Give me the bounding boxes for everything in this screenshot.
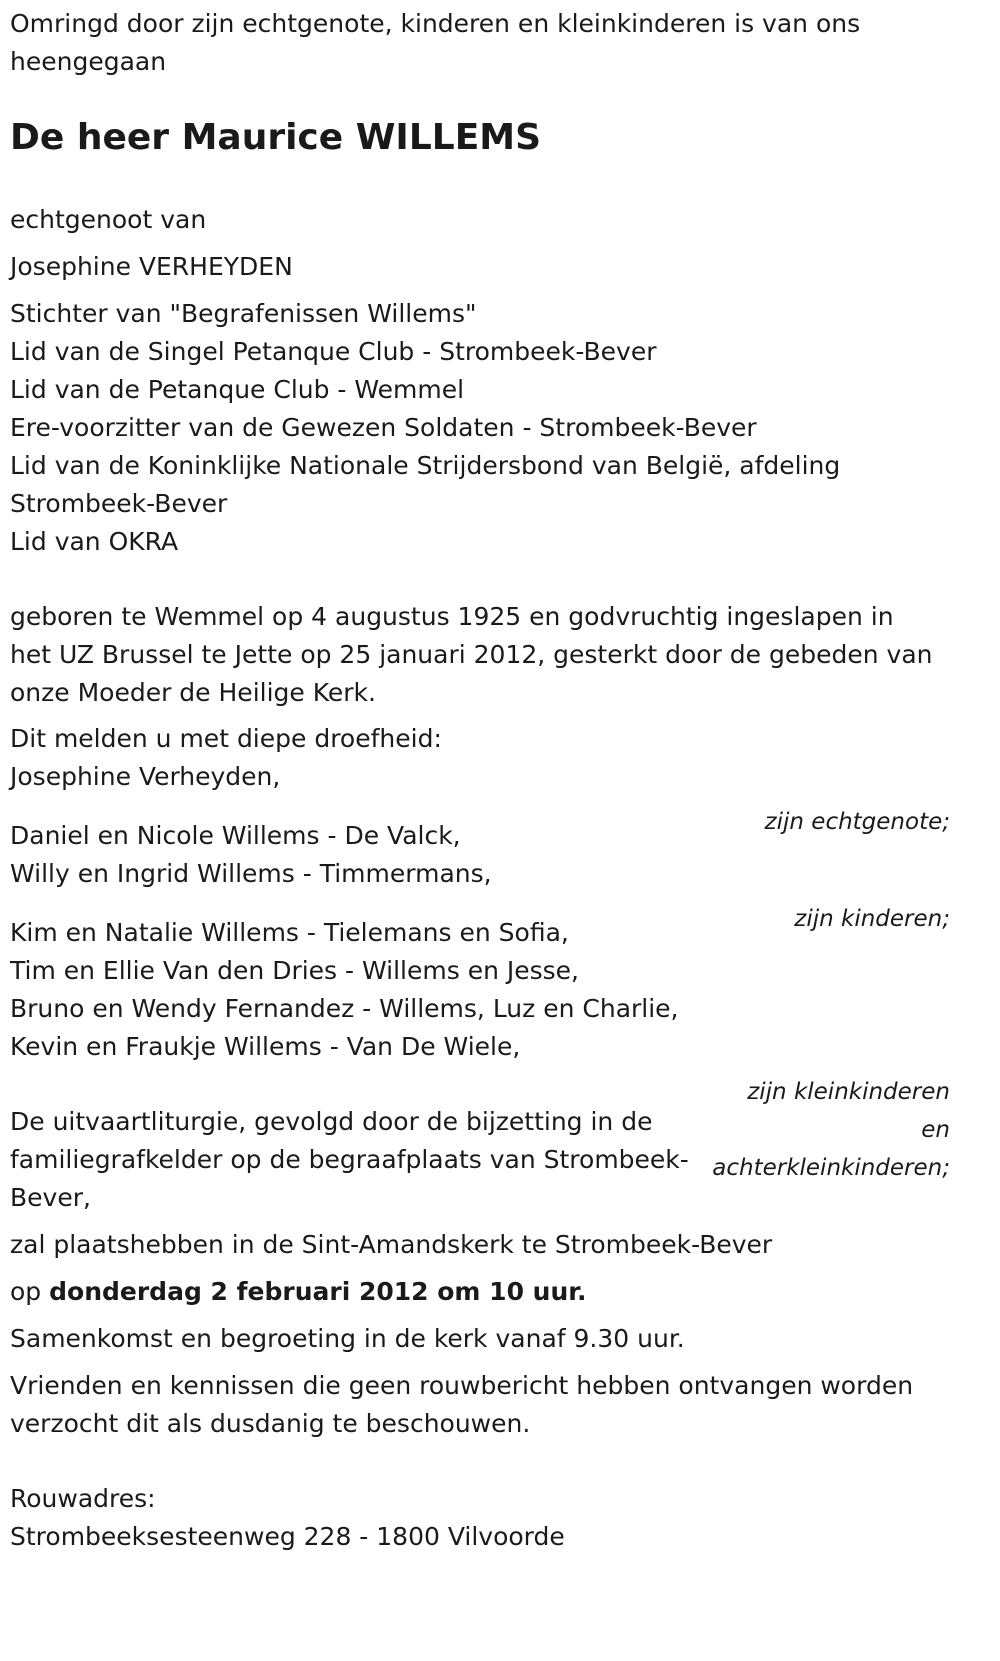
children-role: zijn kinderen; [794, 906, 950, 932]
function-line: Ere-voorzitter van de Gewezen Soldaten - Strombeek-Bever [10, 413, 757, 442]
spouse-entry: Josephine Verheyden, [10, 762, 281, 791]
intro-line: Omringd door zijn echtgenote, kinderen en kleinkinderen is van ons [10, 9, 861, 38]
child-entry: Daniel en Nicole Willems - De Valck, [10, 821, 461, 850]
friends-line: Vrienden en kennissen die geen rouwbericht hebben ontvangen worden [10, 1371, 914, 1400]
grandchild-entry: Kevin en Fraukje Willems - Van De Wiele, [10, 1032, 521, 1061]
grandchildren-role: achterkleinkinderen; [712, 1155, 950, 1181]
date-value: donderdag 2 februari 2012 om 10 uur. [49, 1277, 587, 1306]
grandchildren-role: zijn kleinkinderen [747, 1079, 950, 1105]
function-line: Lid van de Petanque Club - Wemmel [10, 375, 465, 404]
address: Strombeeksesteenweg 228 - 1800 Vilvoorde [10, 1522, 565, 1551]
grandchild-entry: Bruno en Wendy Fernandez - Willems, Luz en Charlie, [10, 994, 679, 1023]
deceased-name: De heer Maurice WILLEMS [10, 117, 542, 158]
spouse-name: Josephine VERHEYDEN [10, 252, 293, 281]
address-label: Rouwadres: [10, 1484, 156, 1513]
grandchildren-role: en [921, 1117, 950, 1143]
birth-death-line: onze Moeder de Heilige Kerk. [10, 678, 376, 707]
friends-line: verzocht dit als dusdanig te beschouwen. [10, 1409, 531, 1438]
date-prefix: op [10, 1277, 42, 1306]
liturgy-line: De uitvaartliturgie, gevolgd door de bijzetting in de [10, 1107, 653, 1136]
gathering-info: Samenkomst en begroeting in de kerk vanaf 9.30 uur. [10, 1324, 685, 1353]
announcement: Dit melden u met diepe droefheid: [10, 724, 442, 753]
grandchild-entry: Tim en Ellie Van den Dries - Willems en Jesse, [10, 956, 580, 985]
birth-death-line: het UZ Brussel te Jette op 25 januari 2012, gesterkt door de gebeden van [10, 640, 933, 669]
birth-death-line: geboren te Wemmel op 4 augustus 1925 en godvruchtig ingeslapen in [10, 602, 894, 631]
intro-line: heengegaan [10, 47, 167, 76]
spouse-role: zijn echtgenote; [764, 809, 950, 835]
function-line: Lid van OKRA [10, 527, 179, 556]
function-line: Strombeek-Bever [10, 489, 228, 518]
function-line: Lid van de Koninklijke Nationale Strijdersbond van België, afdeling [10, 451, 841, 480]
child-entry: Willy en Ingrid Willems - Timmermans, [10, 859, 492, 888]
ceremony-date [10, 1272, 587, 1312]
spouse-label: echtgenoot van [10, 205, 207, 234]
ceremony-place: zal plaatshebben in de Sint-Amandskerk te Strombeek-Bever [10, 1230, 773, 1259]
function-line: Lid van de Singel Petanque Club - Strombeek-Bever [10, 337, 657, 366]
function-line: Stichter van "Begrafenissen Willems" [10, 299, 477, 328]
liturgy-line: familiegrafkelder op de begraafplaats van Strombeek- [10, 1145, 689, 1174]
liturgy-line: Bever, [10, 1183, 91, 1212]
grandchild-entry: Kim en Natalie Willems - Tielemans en Sofia, [10, 918, 569, 947]
